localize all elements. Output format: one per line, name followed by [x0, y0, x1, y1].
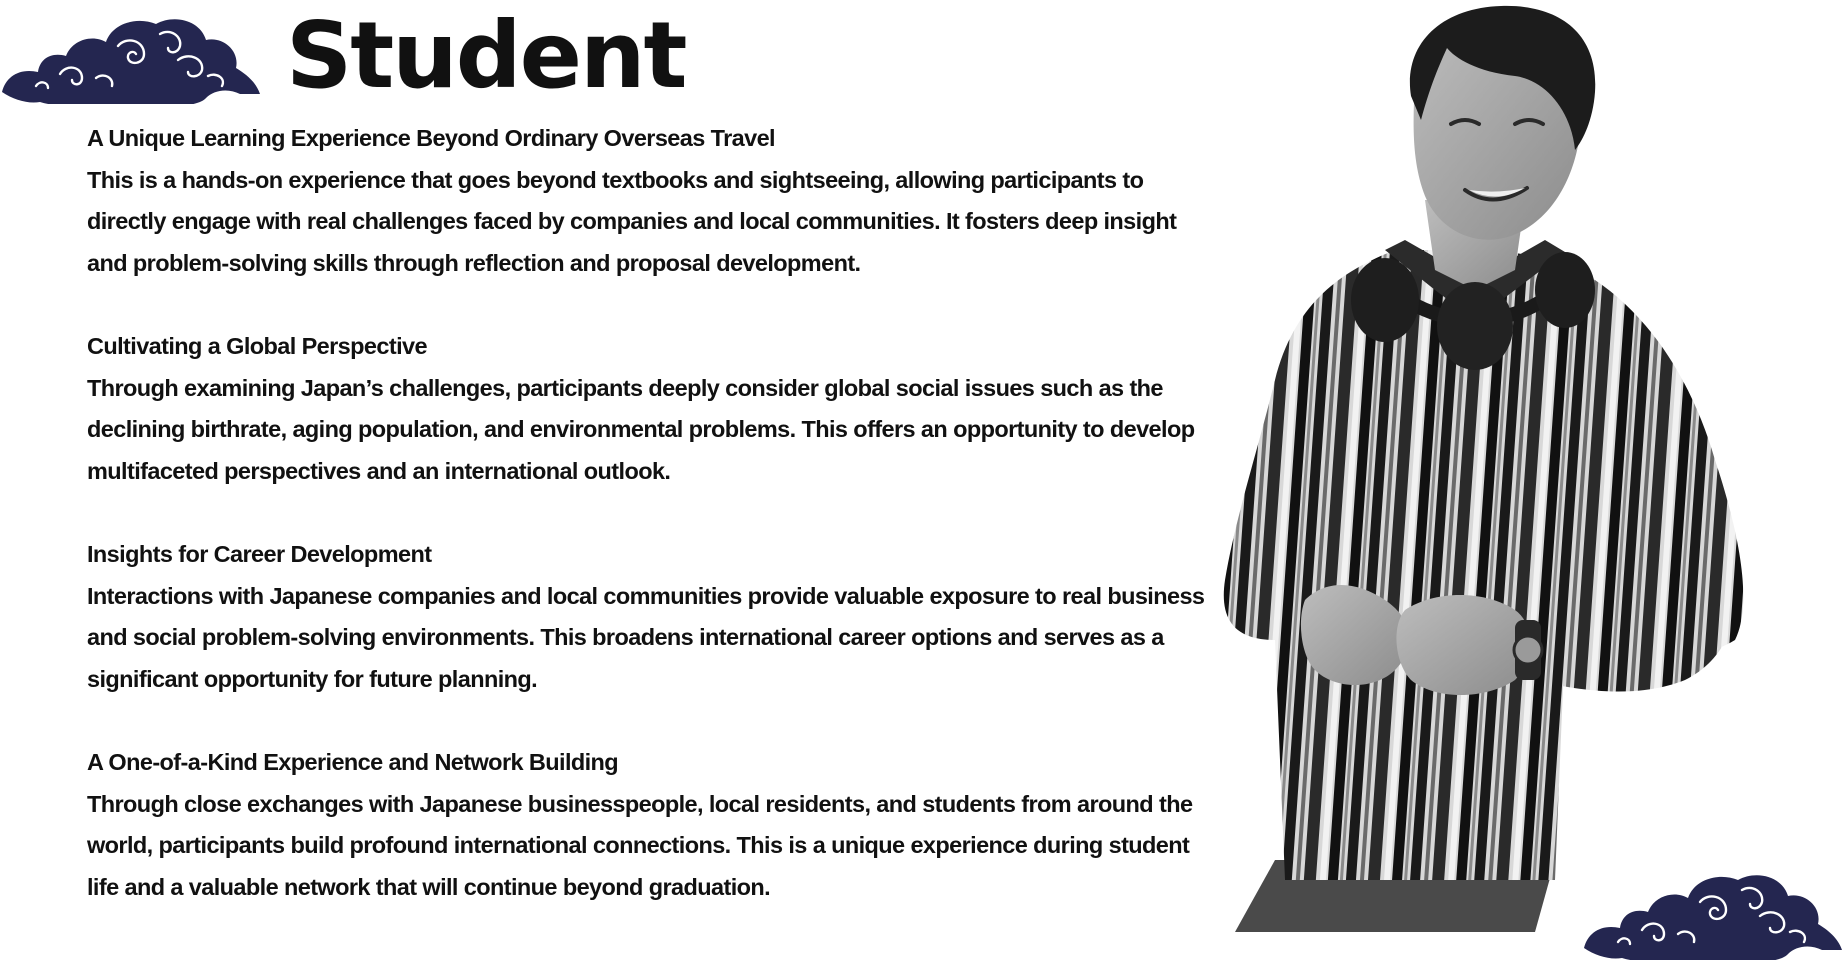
cloud-top-icon: [0, 12, 262, 104]
page-title: Student: [286, 2, 686, 109]
section-body: Interactions with Japanese companies and local communities provide valuable exposure to real business and social problem-solving environments. This broadens international career options and serves as a significant opportunity for future planning.: [87, 582, 1205, 692]
section-global-perspective: [87, 326, 1207, 492]
section-network-building: [87, 742, 1207, 908]
section-heading: A Unique Learning Experience Beyond Ordinary Overseas Travel: [87, 125, 775, 151]
watch-icon: [1514, 620, 1542, 680]
cloud-bottom-icon: [1582, 868, 1844, 960]
section-body: Through close exchanges with Japanese businesspeople, local residents, and students from around the world, participants build profound international connections. This is a unique experience during student life and a valuable network that will continue beyond graduation.: [87, 790, 1193, 900]
section-body: This is a hands-on experience that goes beyond textbooks and sightseeing, allowing participants to directly engage with real challenges faced by companies and local communities. It fosters deep insight and problem-solving skills through reflection and proposal development.: [87, 166, 1177, 276]
section-learning-experience: [87, 118, 1207, 284]
right-hand-shape: [1396, 595, 1530, 695]
section-heading: A One-of-a-Kind Experience and Network Building: [87, 749, 619, 775]
section-body: Through examining Japan’s challenges, participants deeply consider global social issues such as the declining birthrate, aging population, and environmental problems. This offers an opportunity to develop multifaceted perspectives and an international outlook.: [87, 374, 1195, 484]
content-area: [87, 118, 1207, 950]
section-heading: Cultivating a Global Perspective: [87, 333, 427, 359]
section-career-development: [87, 534, 1207, 700]
section-heading: Insights for Career Development: [87, 541, 432, 567]
student-photo: [1215, 0, 1755, 932]
